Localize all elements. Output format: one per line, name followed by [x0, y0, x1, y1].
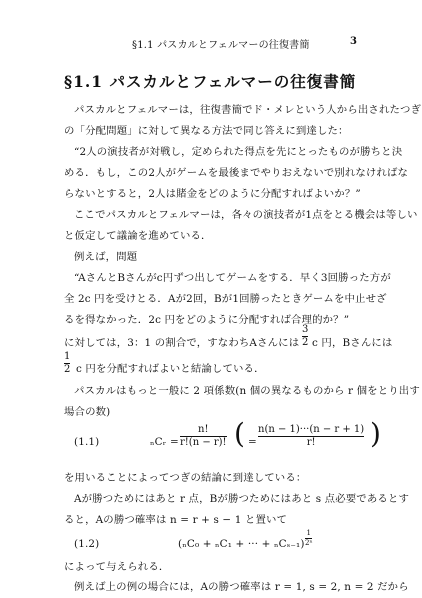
- close-paren: ): [370, 417, 381, 450]
- equation-label: (1.1): [74, 436, 100, 448]
- text-line: 場合の数): [64, 406, 111, 418]
- text-line: める．もし，この2人がゲームを最後までやりおえないで別れなければな: [64, 167, 409, 179]
- text-line: を用いることによってつぎの結論に到達している：: [64, 472, 307, 484]
- text-line: るを得なかった．2c 円をどのように分配すれば合理的か？”: [64, 314, 350, 326]
- equation-fraction: 1 2ⁿ: [305, 529, 313, 547]
- fraction-one-half: 1 2: [64, 351, 71, 375]
- section-title: §1.1 パスカルとフェルマーの往復書簡: [64, 72, 357, 91]
- equation-sum: (ₙC₀ + ₙC₁ + ··· + ₙCₛ₋₁): [178, 538, 305, 550]
- text-line: の「分配問題」に対して異なる方法で同じ答えに到達した：: [64, 125, 349, 137]
- page-number: 3: [350, 36, 358, 47]
- equation-label: (1.2): [74, 538, 100, 550]
- equation-equals: =: [248, 436, 257, 448]
- open-paren: (: [234, 417, 245, 450]
- text-line: に対しては，3：1 の割合で，すなわちAさんには: [64, 337, 300, 349]
- text-line: Aが勝つためにはあと r 点，Bが勝つためにはあと s 点必要であるとす: [74, 493, 409, 505]
- equation-fraction: n(n − 1)···(n − r + 1) r!: [258, 424, 365, 448]
- text-line: と仮定して議論を進めている．: [64, 230, 212, 242]
- text-line: によって与えられる．: [64, 561, 170, 573]
- text-line: c 円を分配すればよいと結論している．: [76, 363, 265, 375]
- text-line: ると，Aの勝つ確率は n = r + s − 1 と置いて: [64, 514, 288, 526]
- equation-fraction: n! r!(n − r)!: [180, 424, 227, 448]
- text-line: ここでパスカルとフェルマーは，各々の演技者が1点をとる機会は等しい: [74, 209, 418, 221]
- text-line: らないとすると，2人は賭金をどのように分配すればよいか？”: [64, 188, 361, 200]
- text-line: 例えば上の例の場合には，Aの勝つ確率は r = 1, s = 2, n = 2 だから: [74, 581, 409, 593]
- text-line: “AさんとBさんがc円ずつ出してゲームをする．早く3回勝った方が: [74, 272, 391, 284]
- text-line: c 円，Bさんには: [312, 337, 393, 349]
- text-line: パスカルとフェルマーは，往復書簡でド・メレという人から出されたつぎ: [74, 104, 422, 116]
- fraction-three-halves: 3 2: [302, 324, 309, 348]
- text-line: パスカルはもっと一般に 2 項係数(n 個の異なるものから r 個をとり出す: [74, 385, 420, 397]
- text-line: “2人の演技者が対戦し，定められた得点を先にとったものが勝ちと決: [74, 146, 403, 158]
- equation-lhs: ₙCᵣ =: [150, 436, 179, 448]
- text-line: 全 2c 円を受けとる．Aが2回，Bが1回勝ったときゲームを中止せざ: [64, 293, 387, 305]
- running-header: §1.1 パスカルとフェルマーの往復書簡: [132, 40, 310, 51]
- text-line: 例えば，問題: [74, 251, 138, 263]
